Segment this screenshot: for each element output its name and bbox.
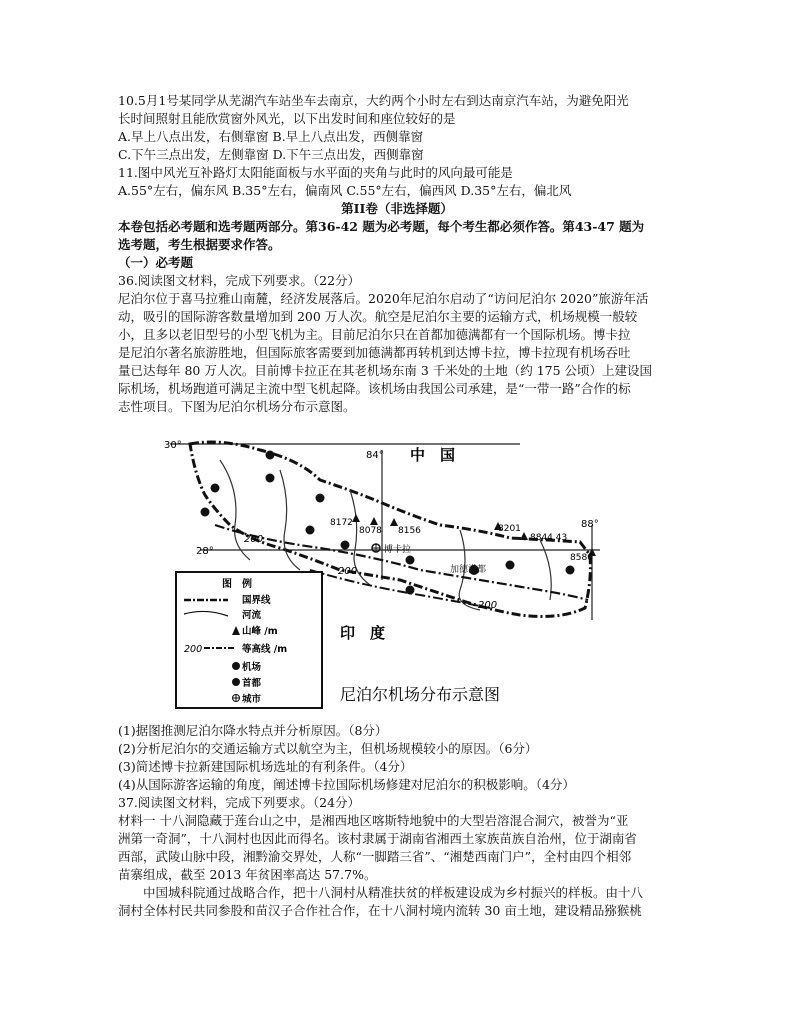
q36-sub3: (3)简述博卡拉新建国际机场选址的有利条件。（4分） bbox=[118, 759, 413, 774]
legend-city: 城市 bbox=[242, 694, 262, 705]
airport-marker bbox=[316, 494, 325, 503]
svg-text:博卡拉: 博卡拉 bbox=[384, 545, 412, 555]
airport-marker bbox=[266, 451, 275, 460]
india-label: 印 度 bbox=[340, 624, 386, 642]
airport-marker bbox=[201, 508, 210, 517]
q36-sub2: (2)分析尼泊尔的交通运输方式以航空为主，但机场规模较小的原因。（6分） bbox=[118, 741, 538, 756]
city-pokhara bbox=[372, 543, 411, 555]
q37-material-4: 苗寨组成，截至 2013 年贫困率高达 57.7%。 bbox=[118, 867, 377, 882]
contour-label-2: 200 bbox=[338, 566, 358, 577]
q36-sub1: (1)据图推测尼泊尔降水特点并分析原因。（8分） bbox=[118, 723, 388, 738]
section-intro-1: 本卷包括必考题和选考题两部分。第36-42 题为必考题，每个考生都必须作答。第43-47 题为 bbox=[118, 219, 645, 234]
lon-88-label: 88° bbox=[581, 519, 599, 530]
legend-capital: 首都 bbox=[242, 678, 262, 689]
airport-marker bbox=[211, 484, 220, 493]
svg-text:200: 200 bbox=[184, 644, 203, 655]
svg-text:8156: 8156 bbox=[398, 526, 421, 536]
capital-kathmandu bbox=[450, 563, 486, 575]
peak-4 bbox=[494, 522, 521, 534]
lat-28-label: 28° bbox=[196, 546, 214, 557]
legend-peak: 山峰 /m bbox=[242, 626, 278, 637]
q10-line1: 10.5月1号某同学从芜湖汽车站坐车去南京，大约两个小时左右到达南京汽车站，为避免阳光 bbox=[118, 93, 629, 108]
q36-para-1: 尼泊尔位于喜马拉雅山南麓，经济发展落后。2020年尼泊尔启动了“访问尼泊尔 2020”旅游年活 bbox=[118, 291, 649, 306]
legend-contour: 等高线 /m bbox=[242, 644, 288, 655]
legend-airport: 机场 bbox=[242, 662, 262, 673]
q36-para-2: 动，吸引的国际游客数量增加到 200 万人次。航空是尼泊尔主要的运输方式，机场规模一般较 bbox=[118, 309, 638, 324]
svg-text:8586: 8586 bbox=[570, 553, 593, 563]
airport-marker bbox=[306, 526, 315, 535]
svg-text:加德满都: 加德满都 bbox=[450, 565, 487, 575]
q11-line1: 11.图中风光互补路灯太阳能面板与水平面的夹角与此时的风向最可能是 bbox=[118, 165, 513, 180]
q37-heading: 37.阅读图文材料，完成下列要求。（24分） bbox=[118, 795, 361, 810]
legend-title: 图 例 bbox=[222, 579, 252, 590]
svg-text:8844.43: 8844.43 bbox=[530, 533, 568, 543]
nepal-airport-map bbox=[160, 430, 606, 712]
q36-para-3: 小，且多以老旧型号的小型飞机为主。目前尼泊尔只在首都加德满都有一个国际机场。博卡拉 bbox=[118, 327, 631, 342]
map-legend bbox=[176, 572, 322, 708]
peak-3 bbox=[390, 518, 421, 536]
legend-river: 河流 bbox=[242, 610, 262, 621]
contour-label-3: 200 bbox=[478, 600, 498, 611]
contour-label-1: 200 bbox=[244, 534, 264, 545]
q36-para-7: 志性项目。下图为尼泊尔机场分布示意图。 bbox=[118, 399, 356, 414]
map-title: 尼泊尔机场分布示意图 bbox=[340, 685, 501, 704]
airport-marker bbox=[266, 474, 275, 483]
svg-text:8201: 8201 bbox=[498, 524, 521, 534]
q37-material-6: 洞村全体村民共同参股和苗汉子合作社合作，在十八洞村境内流转 30 亩土地，建设精品猕猴桃 bbox=[118, 903, 642, 918]
q37-material-5: 中国城科院通过战略合作，把十八洞村从精准扶贫的样板建设成为乡村振兴的样板。由十八 bbox=[118, 885, 644, 900]
river-west bbox=[220, 460, 250, 560]
q10-line2: 长时间照射且能欣赏窗外风光，以下出发时间和座位较好的是 bbox=[118, 111, 456, 126]
lat-30-label: 30° bbox=[164, 440, 182, 451]
svg-text:8078: 8078 bbox=[359, 526, 382, 536]
q10-options-cd: C.下午三点出发，左侧靠窗 D.下午三点出发，西侧靠窗 bbox=[118, 147, 424, 162]
q11-options: A.55°左右，偏东风 B.35°左右，偏南风 C.55°左右，偏西风 D.35°左右，偏北风 bbox=[118, 183, 572, 198]
q36-para-4: 是尼泊尔著名旅游胜地，但国际旅客需要到加德满都再转机到达博卡拉，博卡拉现有机场吞吐 bbox=[118, 345, 631, 360]
peak-2 bbox=[359, 517, 382, 536]
airport-marker bbox=[506, 561, 515, 570]
q36-heading: 36.阅读图文材料，完成下列要求。（22分） bbox=[118, 273, 361, 288]
legend-border: 国界线 bbox=[242, 595, 271, 606]
q36-para-5: 量已达每年 80 万人次。目前博卡拉正在其老机场东南 3 千米处的土地（约 175 公顷）上建设国 bbox=[118, 363, 653, 378]
svg-text:8172: 8172 bbox=[330, 518, 353, 528]
section-intro-2: 选考题，考生根据要求作答。 bbox=[118, 237, 281, 252]
peak-5 bbox=[520, 532, 567, 543]
q37-material-2: 洲第一奇洞”，十八洞村也因此而得名。该村隶属于湖南省湘西土家族苗族自治州，位于湖南省 bbox=[118, 831, 637, 846]
q36-para-6: 际机场，机场跑道可满足主流中型飞机起降。该机场由我国公司承建，是“一带一路”合作的标 bbox=[118, 381, 631, 396]
airport-marker bbox=[406, 586, 415, 595]
q37-material-3: 西部，武陵山脉中段，湘黔渝交界处，人称“一脚踏三省”、“湘楚西南门户”，全村由四个相邻 bbox=[118, 849, 632, 864]
section-title: 第II卷（非选择题） bbox=[341, 201, 453, 216]
q37-material-1: 材料一 十八洞隐藏于莲台山之中，是湘西地区喀斯特地貌中的大型岩溶混合洞穴，被誉为“亚 bbox=[118, 813, 629, 828]
q10-options-ab: A.早上八点出发，右侧靠窗 B.早上八点出发，西侧靠窗 bbox=[118, 129, 424, 144]
required-heading: （一）必考题 bbox=[118, 255, 194, 270]
china-label: 中 国 bbox=[410, 446, 456, 464]
q36-sub4: (4)从国际游客运输的角度，阐述博卡拉国际机场修建对尼泊尔的积极影响。（4分） bbox=[118, 777, 575, 792]
airport-marker bbox=[406, 556, 415, 565]
airport-marker bbox=[566, 566, 575, 575]
lon-84-label: 84° bbox=[366, 450, 384, 461]
airport-marker bbox=[341, 541, 350, 550]
peak-1 bbox=[330, 514, 360, 528]
river-karnali bbox=[280, 470, 300, 570]
